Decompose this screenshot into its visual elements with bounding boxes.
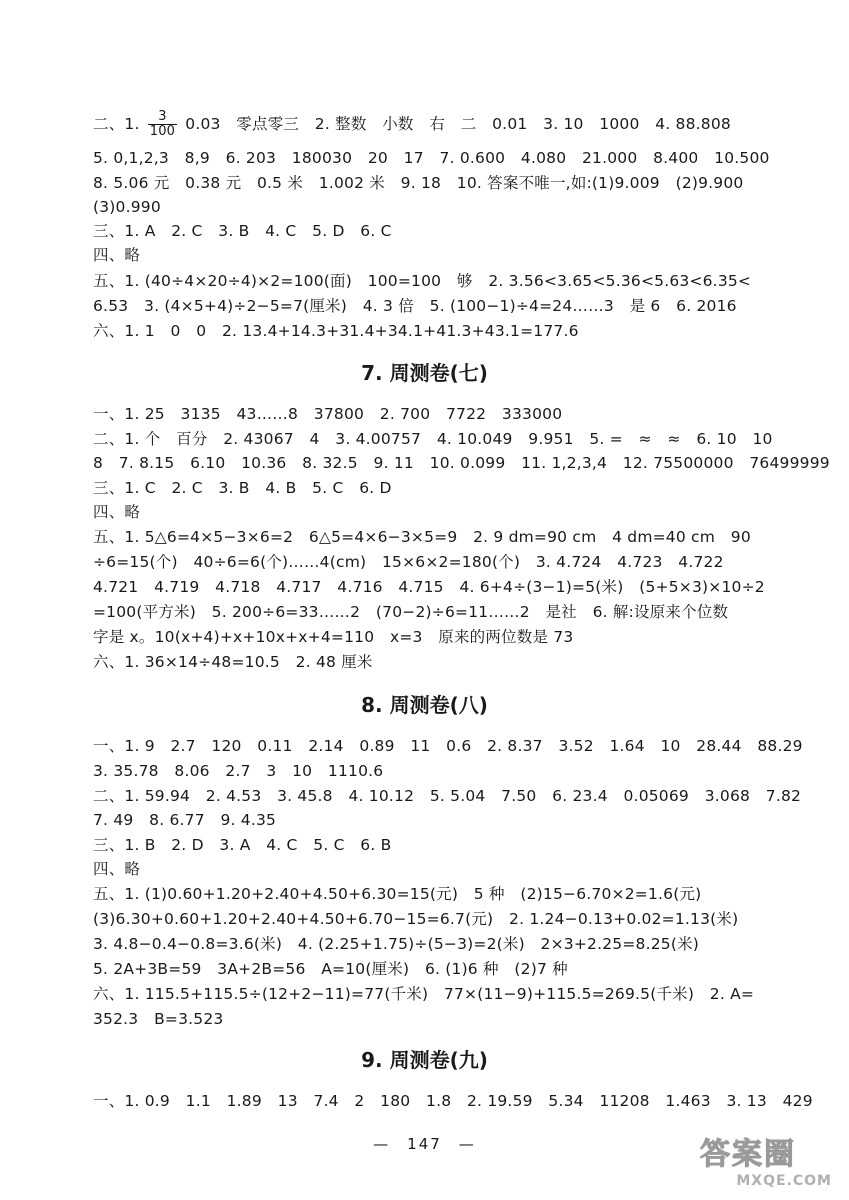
answer-line: 二、1. 个 百分 2. 43067 4 3. 4.00757 4. 10.049 9.951 5. = ≈ ≈ 6. 10 10 [93,430,773,448]
answer-line: 五、1. (40÷4×20÷4)×2=100(面) 100=100 够 2. 3.56<3.65<5.36<5.63<6.35< [93,272,752,290]
watermark-logo [700,1138,840,1196]
section-heading-8: 8. 周测卷(八) [361,693,488,717]
answer-line: 六、1. 1 0 0 2. 13.4+14.3+31.4+34.1+41.3+43.1=177.6 [93,322,579,340]
answer-line [93,110,809,139]
answer-line: 四、略 [93,246,141,264]
answer-text: 0.03 零点零三 2. 整数 小数 右 二 0.01 3. 10 1000 4. 88.808 [185,115,731,133]
fraction-denominator: 100 [149,124,176,139]
answer-line: 一、1. 25 3135 43……8 37800 2. 700 7722 333000 [93,405,563,423]
answer-line: 六、1. 36×14÷48=10.5 2. 48 厘米 [93,653,373,671]
answer-line: 四、略 [93,860,141,878]
answer-line: 一、1. 9 2.7 120 0.11 2.14 0.89 11 0.6 2. 8.37 3.52 1.64 10 28.44 88.29 [93,737,803,755]
answer-line: 三、1. C 2. C 3. B 4. B 5. C 6. D [93,479,392,497]
section-heading-7: 7. 周测卷(七) [361,361,488,385]
answer-line: 3. 4.8−0.4−0.8=3.6(米) 4. (2.25+1.75)÷(5−3)=2(米) 2×3+2.25=8.25(米) [93,935,700,953]
answer-line: 3. 35.78 8.06 2.7 3 10 1110.6 [93,762,384,780]
answer-line: 四、略 [93,503,141,521]
answer-line: (3)0.990 [93,198,161,216]
section-heading-9: 9. 周测卷(九) [361,1048,488,1072]
answer-line: 8. 5.06 元 0.38 元 0.5 米 1.002 米 9. 18 10. 答案不唯一,如:(1)9.009 (2)9.900 [93,174,744,192]
answer-prefix: 二、1. [93,115,140,133]
fraction [148,110,177,139]
answer-line: 8 7. 8.15 6.10 10.36 8. 32.5 9. 11 10. 0.099 11. 1,2,3,4 12. 75500000 76499999 [93,454,830,472]
watermark-url: MXQE.COM [736,1173,832,1189]
answer-line: 五、1. (1)0.60+1.20+2.40+4.50+6.30=15(元) 5 种 (2)15−6.70×2=1.6(元) [93,885,702,903]
answer-line: 4.721 4.719 4.718 4.717 4.716 4.715 4. 6+4÷(3−1)=5(米) (5+5×3)×10÷2 [93,578,765,596]
fraction-numerator: 3 [148,110,177,125]
answer-line: 一、1. 0.9 1.1 1.89 13 7.4 2 180 1.8 2. 19.59 5.34 11208 1.463 3. 13 429 [93,1092,813,1110]
answer-line: 6.53 3. (4×5+4)÷2−5=7(厘米) 4. 3 倍 5. (100−1)÷4=24……3 是 6 6. 2016 [93,297,737,315]
answer-line: 三、1. A 2. C 3. B 4. C 5. D 6. C [93,222,392,240]
answer-line: =100(平方米) 5. 200÷6=33……2 (70−2)÷6=11……2 是社 6. 解:设原来个位数 [93,603,729,621]
answer-line: 7. 49 8. 6.77 9. 4.35 [93,811,277,829]
page-number: — 147 — [373,1135,476,1153]
answer-line: 五、1. 5△6=4×5−3×6=2 6△5=4×6−3×5=9 2. 9 dm=90 cm 4 dm=40 cm 90 [93,528,751,546]
answer-line: 352.3 B=3.523 [93,1010,224,1028]
watermark-text: 答案圈 [700,1137,796,1172]
answer-line: (3)6.30+0.60+1.20+2.40+4.50+6.70−15=6.7(元) 2. 1.24−0.13+0.02=1.13(米) [93,910,739,928]
answer-line: 六、1. 115.5+115.5÷(12+2−11)=77(千米) 77×(11−9)+115.5=269.5(千米) 2. A= [93,985,755,1003]
answer-line: 5. 2A+3B=59 3A+2B=56 A=10(厘米) 6. (1)6 种 (2)7 种 [93,960,568,978]
answer-line: 二、1. 59.94 2. 4.53 3. 45.8 4. 10.12 5. 5.04 7.50 6. 23.4 0.05069 3.068 7.82 [93,787,802,805]
answer-line: 字是 x。10(x+4)+x+10x+x+4=110 x=3 原来的两位数是 73 [93,628,574,646]
answer-line: 5. 0,1,2,3 8,9 6. 203 180030 20 17 7. 0.600 4.080 21.000 8.400 10.500 [93,149,770,167]
answer-line: ÷6=15(个) 40÷6=6(个)……4(cm) 15×6×2=180(个) 3. 4.724 4.723 4.722 [93,553,724,571]
answer-line: 三、1. B 2. D 3. A 4. C 5. C 6. B [93,836,392,854]
